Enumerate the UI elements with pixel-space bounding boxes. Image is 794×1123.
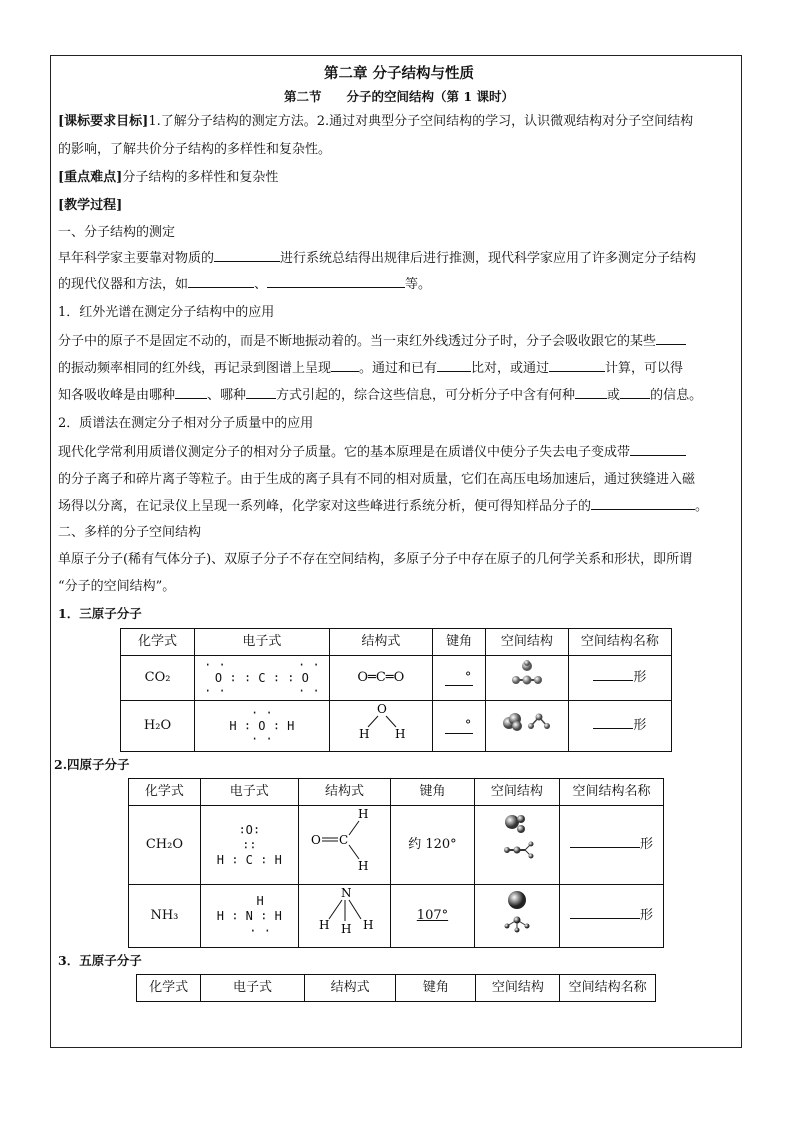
header-cell: 结构式 [298,779,391,806]
structural-formula [298,885,391,948]
shape-blank[interactable] [570,904,640,919]
electron-dot-text: H H ∶ N ∶ H · · [216,893,282,938]
atom-h: H [362,918,374,932]
blank-field[interactable] [267,273,405,288]
para-b-2: 、 [254,277,268,292]
part1-para-a [58,246,740,272]
shape-suffix: 形 [633,670,647,685]
bond-angle-value: 107° [416,908,449,923]
table-row [129,806,664,885]
ir-line-2d: 计算，可以得 [605,361,684,376]
ms-line-3b: 。 [695,499,709,514]
ir-line-3a: 知各吸收峰是由哪种 [58,388,176,403]
ir-line-2a: 的振动频率相同的红外线，再记录到图谱上呈现 [58,361,332,376]
blank-field[interactable] [549,357,605,372]
atom-h: H [357,807,369,821]
formula-cell: CO₂ [121,656,195,701]
shape-blank[interactable] [593,714,633,729]
electron-formula [195,701,330,752]
spatial-structure [474,885,559,948]
blank-field[interactable] [575,384,607,399]
shape-blank[interactable] [593,666,633,681]
objectives [58,108,740,164]
tri-atomic-table [120,628,672,752]
atom-o: O [310,833,321,847]
four-atomic-table [128,778,664,948]
table-row [129,885,664,948]
electron-dot-text: · · H ∶ O ∶ H · · [229,705,295,746]
ir-line-3b: 、哪种 [207,388,247,403]
ir-heading: 1．红外光谱在测定分子结构中的应用 [58,305,275,320]
para-b-3: 等。 [405,277,432,292]
ir-line-3d: 或 [607,388,621,403]
ir-line-1: 分子中的原子不是固定不动的，而是不断地振动着的。当一束红外线透过分子时，分子会吸收跟它的某些 [58,334,657,349]
atom-h: H [340,922,352,936]
shape-name-cell [568,701,671,752]
atom-o: O [376,702,387,716]
atom-h: H [394,727,406,741]
formula-cell: NH₃ [129,885,201,948]
shape-name-cell [560,806,664,885]
part2-intro [58,546,740,600]
key-points-label: [重点难点] [58,170,123,185]
header-cell: 空间结构 [476,975,560,1002]
nh3-ball-model-icon [497,886,537,936]
worksheet [54,60,740,1002]
objectives-text-1: 1.了解分子结构的测定方法。2.通过对典型分子空间结构的学习，认识微观结构对分子空间结构 [148,114,694,129]
shape-suffix: 形 [640,908,654,923]
key-points-text: 分子结构的多样性和复杂性 [122,170,279,185]
spatial-structure [486,656,568,701]
header-cell: 空间结构名称 [568,629,671,656]
part1-para-b [58,272,740,298]
header-cell: 键角 [396,975,476,1002]
electron-dot-text: ∶O∶ ∶∶ H ∶ C ∶ H [216,822,282,867]
blank-field[interactable] [188,273,254,288]
ch2o-structure-diagram [305,806,385,874]
shape-suffix: 形 [633,718,647,733]
part1-heading: 一、分子结构的测定 [58,225,176,240]
shape-name-cell [568,656,671,701]
intro-line-2: “分子的空间结构”。 [58,579,176,594]
blank-field[interactable] [630,441,686,456]
ir-line-2b: 。通过和已有 [359,361,438,376]
header-cell: 电子式 [200,779,298,806]
para-a-2: 进行系统总结得出规律后进行推测，现代科学家应用了许多测定分子结构 [280,251,697,266]
section-title: 第二节 分子的空间结构（第 1 课时） [284,89,514,104]
spatial-structure [486,701,568,752]
header-cell: 键角 [433,629,486,656]
bond-angle-cell [433,656,486,701]
atom-n: N [340,886,352,900]
blank-field[interactable] [620,384,650,399]
header-cell: 化学式 [137,975,201,1002]
para-b-1: 的现代仪器和方法，如 [58,277,189,292]
atom-h: H [357,859,369,873]
degree-mark: ° [464,718,472,733]
header-cell: 空间结构名称 [560,975,656,1002]
ir-line-3c: 方式引起的，综合这些信息，可分析分子中含有何种 [276,388,576,403]
header-cell: 键角 [391,779,474,806]
bond-angle: 约 120° [391,806,474,885]
header-cell: 空间结构 [486,629,568,656]
blank-field[interactable] [656,330,686,345]
header-cell: 空间结构 [474,779,559,806]
header-cell: 电子式 [195,629,330,656]
ir-para [58,328,740,409]
structural-formula [329,701,432,752]
atom-h: H [358,727,370,741]
chapter-title: 第二章 分子结构与性质 [323,65,475,82]
intro-line-1: 单原子分子(稀有气体分子)、双原子分子不存在空间结构，多原子分子中存在原子的几何学关系和形状，即所谓 [58,552,693,567]
nh3-structure-diagram [305,885,385,937]
ms-line-2: 的分子离子和碎片离子等粒子。由于生成的离子具有不同的相对质量，它们在高压电场加速后，通过狭缝进入磁 [58,472,696,487]
part2-heading: 二、多样的分子空间结构 [58,525,202,540]
table-row [121,656,672,701]
spatial-structure [474,806,559,885]
shape-suffix: 形 [640,837,654,852]
structural-formula [298,806,391,885]
blank-field[interactable] [214,247,280,262]
objectives-label: [课标要求目标] [58,114,149,129]
blank-field[interactable] [331,357,359,372]
header-cell: 化学式 [121,629,195,656]
header-cell: 结构式 [329,629,432,656]
five-heading: 3．五原子分子 [58,953,142,968]
electron-formula [200,885,298,948]
co2-ball-model-icon [502,656,552,690]
ms-line-3a: 场得以分离，在记录仪上呈现一系列峰，化学家对这些峰进行系统分析，便可得知样品分子的 [58,499,592,514]
atom-c: C [338,833,348,847]
electron-dot-text: · · · · O ∶ ∶ C ∶ ∶ O · · · · [204,657,320,698]
blank-field[interactable] [437,357,471,372]
five-atomic-table [136,974,656,1002]
electron-formula [195,656,330,701]
h2o-structure-diagram [346,701,416,741]
ms-para [58,439,740,520]
header-cell: 电子式 [201,975,305,1002]
h2o-ball-model-icon [497,706,557,736]
header-cell: 化学式 [129,779,201,806]
ir-line-2c: 比对，或通过 [471,361,550,376]
ch2o-ball-model-icon [497,810,537,870]
ir-line-3e: 的信息。 [650,388,703,403]
table-row [121,701,672,752]
ms-heading: 2．质谱法在测定分子相对分子质量中的应用 [58,416,314,431]
degree-mark: ° [464,670,472,685]
shape-name-cell [560,885,664,948]
tri-heading: 1．三原子分子 [58,606,142,621]
bond-angle-blank[interactable] [445,719,473,734]
blank-field[interactable] [246,384,276,399]
shape-blank[interactable] [570,833,640,848]
atom-h: H [318,918,330,932]
objectives-text-2: 的影响，了解共价分子结构的多样性和复杂性。 [58,142,332,157]
bond-angle-cell [433,701,486,752]
key-points [58,164,740,192]
process-label: [教学过程] [58,198,123,213]
bond-angle [391,885,474,948]
para-a-1: 早年科学家主要靠对物质的 [58,251,215,266]
blank-field[interactable] [591,495,695,510]
blank-field[interactable] [175,384,207,399]
header-cell: 结构式 [304,975,396,1002]
four-heading: 2.四原子分子 [54,757,130,772]
formula-cell: H₂O [121,701,195,752]
ms-line-1: 现代化学常利用质谱仪测定分子的相对分子质量。它的基本原理是在质谱仪中使分子失去电子变成带 [58,445,631,460]
formula-cell: CH₂O [129,806,201,885]
bond-angle-blank[interactable] [445,671,473,686]
electron-formula [200,806,298,885]
structural-formula: O═C═O [329,656,432,701]
header-cell: 空间结构名称 [560,779,664,806]
